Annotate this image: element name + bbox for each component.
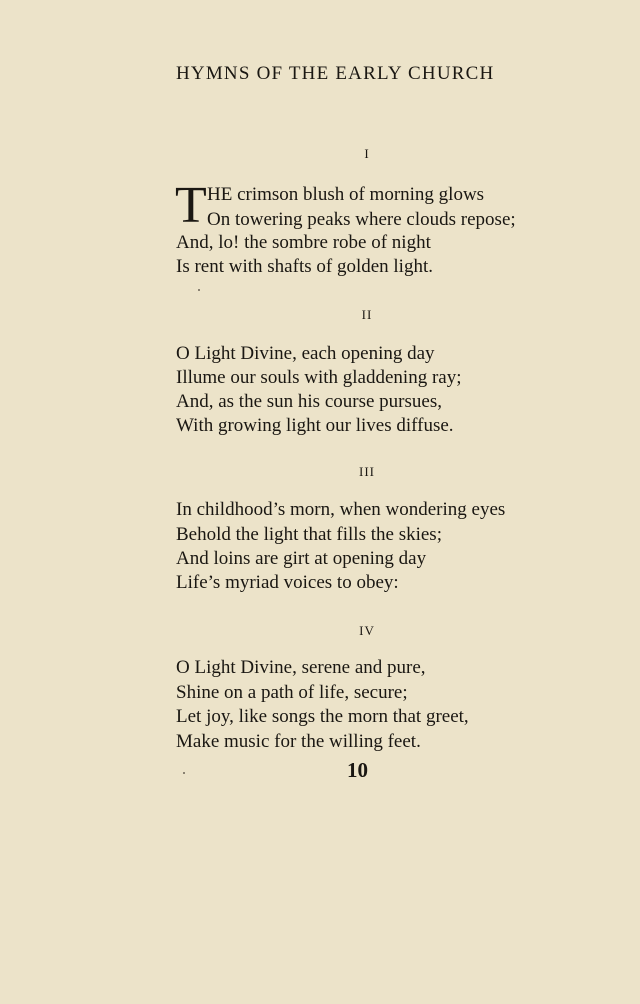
book-page: HYMNS OF THE EARLY CHURCH I T HE crimson blush of morning glows On towering peaks where clouds repose; And, lo! the sombre robe of night Is rent with shafts of golden light. II O Light Divine, each opening day Illume our souls with gladdening ray; And, as the sun his course pursues, With growing light our lives diffuse. III In childhood’s morn, when wondering eyes Behold the light that fills the skies; And loins are girt at opening day Life’s myriad voices to obey: IV O Light Divine, serene and pure, Shine on a path of life, secure; Let joy, like songs the morn that greet, Make music for the willing feet. 10 <box>175 63 516 782</box>
paper-speck <box>183 772 185 774</box>
stanza-4-line-1: O Light Divine, serene and pure, <box>176 657 426 678</box>
stanza-2-line-2: Illume our souls with gladdening ray; <box>176 367 462 388</box>
stanza-1-line-3: And, lo! the sombre robe of night <box>176 232 431 253</box>
drop-cap: T <box>175 177 207 234</box>
stanza-3-line-2: Behold the light that fills the skies; <box>176 524 442 545</box>
stanza-1-line-4: Is rent with shafts of golden light. <box>176 256 433 277</box>
stanza-3-line-3: And loins are girt at opening day <box>176 548 427 569</box>
stanza-4-line-3: Let joy, like songs the morn that greet, <box>176 706 469 727</box>
stanza-4-line-4: Make music for the willing feet. <box>176 731 421 752</box>
stanza-3-line-1: In childhood’s morn, when wondering eyes <box>176 499 506 520</box>
stanza-2-line-4: With growing light our lives diffuse. <box>176 415 454 436</box>
stanza-4-line-2: Shine on a path of life, secure; <box>176 682 408 703</box>
stanza-1-line-2: On towering peaks where clouds repose; <box>207 209 516 230</box>
paper-speck <box>198 289 200 291</box>
stanza-2-line-1: O Light Divine, each opening day <box>176 343 435 364</box>
stanza-3-line-4: Life’s myriad voices to obey: <box>176 572 399 593</box>
stanza-2-line-3: And, as the sun his course pursues, <box>176 391 442 412</box>
page-number: 10 <box>347 758 368 782</box>
running-head: HYMNS OF THE EARLY CHURCH <box>176 63 495 84</box>
stanza-1-line-1: HE crimson blush of morning glows <box>207 184 485 205</box>
